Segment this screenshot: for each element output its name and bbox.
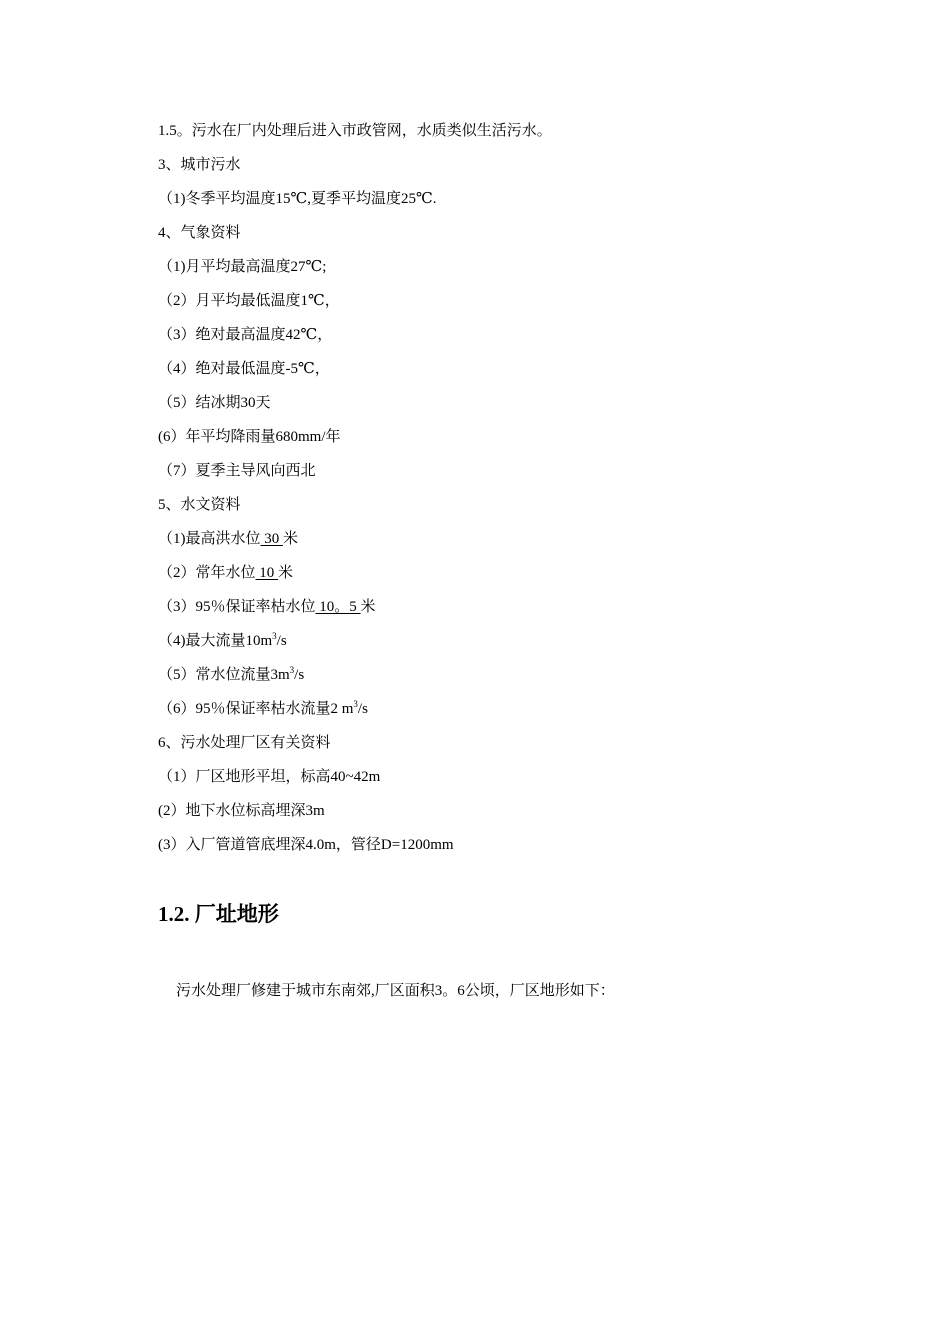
text-line: 1.5。污水在厂内处理后进入市政管网，水质类似生活污水。 [158,123,552,139]
superscript: 3 [289,665,295,675]
text-line: （5）结冰期30天 [158,395,271,411]
line-text: 米 [360,599,376,615]
text-line: （3）绝对最高温度42℃， [158,327,333,343]
text-line [158,692,798,726]
line-text: （5）常水位流量3m [158,667,290,683]
document-content [158,114,798,1006]
line-text: /s [276,633,287,649]
section-title-plant-area: 6、污水处理厂区有关资料 [158,735,331,751]
section-title-meteorology: 4、气象资料 [158,225,241,241]
line-text: 米 [278,565,294,581]
section-title-urban-sewage: 3、城市污水 [158,157,241,173]
text-line [158,522,798,556]
text-line [158,590,798,624]
underlined-value: 30 [260,531,283,547]
line-text: （3）95％保证率枯水位 [158,599,316,615]
text-line: (3）入厂管道管底埋深4.0m，管径D=1200mm [158,837,454,853]
text-line [158,624,798,658]
line-text: /s [294,667,305,683]
underlined-value: 10。5 [315,599,361,615]
line-text: （4)最大流量10m [158,633,273,649]
superscript: 3 [353,699,358,709]
text-line: （2）月平均最低温度1℃， [158,293,340,309]
line-text: （1)最高洪水位 [158,531,261,547]
body-paragraph: 污水处理厂修建于城市东南郊,厂区面积3。6公顷，厂区地形如下： [176,983,615,999]
text-line: （4）绝对最低温度-5℃， [158,361,330,377]
superscript: 3 [272,631,277,641]
text-line [158,658,798,692]
text-line: （7）夏季主导风向西北 [158,463,316,479]
section-heading: 1.2. 厂址地形 [158,902,279,926]
text-line: （1)月平均最高温度27℃; [158,259,327,275]
text-line: （1）厂区地形平坦，标高40~42m [158,769,381,785]
text-line [158,556,798,590]
text-line: （1)冬季平均温度15℃,夏季平均温度25℃. [158,191,437,207]
line-text: （2）常年水位 [158,565,256,581]
text-line: (6）年平均降雨量680mm/年 [158,429,341,445]
line-text: /s [357,701,368,717]
line-text: 米 [283,531,299,547]
section-title-hydrology: 5、水文资料 [158,497,241,513]
line-text: （6）95％保证率枯水流量2 m [158,701,354,717]
text-line: (2）地下水位标高埋深3m [158,803,325,819]
underlined-value: 10 [255,565,279,581]
